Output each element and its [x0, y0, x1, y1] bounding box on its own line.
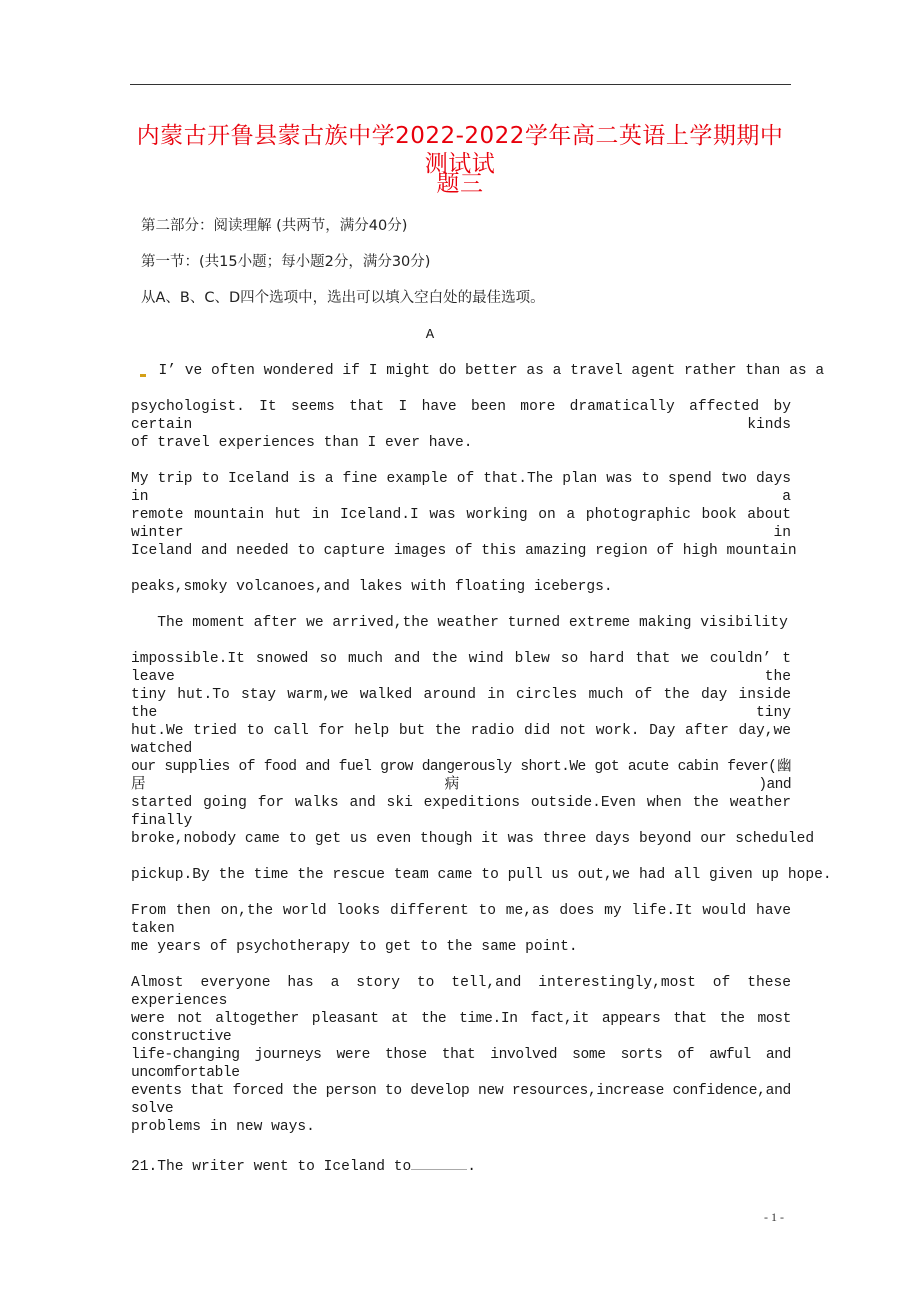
passage-line: events that forced the person to develop new resources,increase confidence,and solve — [131, 1083, 791, 1117]
part-instruction: 第二部分：阅读理解 (共两节，满分40分) — [141, 218, 408, 234]
passage-line: impossible.It snowed so much and the wind blew so hard that we couldn’ t leave the — [131, 651, 791, 685]
question-end: . — [467, 1159, 477, 1175]
passage-line: were not altogether pleasant at the time.In fact,it appears that the most constructive — [131, 1011, 791, 1045]
passage-line: life-changing journeys were those that involved some sorts of awful and uncomfortable — [131, 1047, 791, 1081]
passage-line: Iceland and needed to capture images of this amazing region of high mountain — [131, 543, 797, 559]
document-title-line-2: 题三 — [436, 171, 484, 197]
section-instruction: 第一节：(共15小题；每小题2分，满分30分) — [141, 254, 431, 270]
passage-line: Almost everyone has a story to tell,and interestingly,most of these experiences — [131, 975, 791, 1009]
document-title-line-1: 内蒙古开鲁县蒙古族中学2022-2022学年高二英语上学期期中测试试 — [136, 123, 784, 177]
passage-line: hut.We tried to call for help but the radio did not work. Day after day,we watched — [131, 723, 791, 757]
passage-line: broke,nobody came to get us even though it was three days beyond our scheduled — [131, 831, 815, 847]
passage-line: problems in new ways. — [131, 1119, 315, 1135]
answer-blank — [411, 1155, 467, 1170]
passage-line: remote mountain hut in Iceland.I was working on a photographic book about winter in — [131, 507, 791, 541]
page-number: - 1 - — [764, 1210, 784, 1224]
header-rule — [130, 84, 791, 85]
passage-line: of travel experiences than I ever have. — [131, 435, 473, 451]
passage-line: psychologist. It seems that I have been more dramatically affected by certain kinds — [131, 399, 791, 433]
passage-line: peaks,smoky volcanoes,and lakes with floating icebergs. — [131, 579, 613, 595]
passage-line: My trip to Iceland is a fine example of that.The plan was to spend two days in a — [131, 471, 791, 505]
passage-line: tiny hut.To stay warm,we walked around in circles much of the day inside the tiny — [131, 687, 791, 721]
passage-label: A — [425, 327, 435, 343]
question-21 — [131, 1155, 791, 1176]
passage-line: our supplies of food and fuel grow dangerously short.We got acute cabin fever(幽居病)and — [131, 759, 791, 793]
passage-line: From then on,the world looks different to me,as does my life.It would have taken — [131, 903, 791, 937]
passage-line: pickup.By the time the rescue team came to pull us out,we had all given up hope. — [131, 867, 832, 883]
passage-line: started going for walks and ski expeditions outside.Even when the weather finally — [131, 795, 791, 829]
passage-line: me years of psychotherapy to get to the same point. — [131, 939, 578, 955]
passage-line: I’ ve often wondered if I might do better as a travel agent rather than as a — [141, 363, 825, 379]
question-text: 21.The writer went to Iceland to — [131, 1159, 412, 1175]
passage-line: The moment after we arrived,the weather turned extreme making visibility — [131, 615, 788, 631]
directions: 从A、B、C、D四个选项中，选出可以填入空白处的最佳选项。 — [141, 290, 545, 306]
